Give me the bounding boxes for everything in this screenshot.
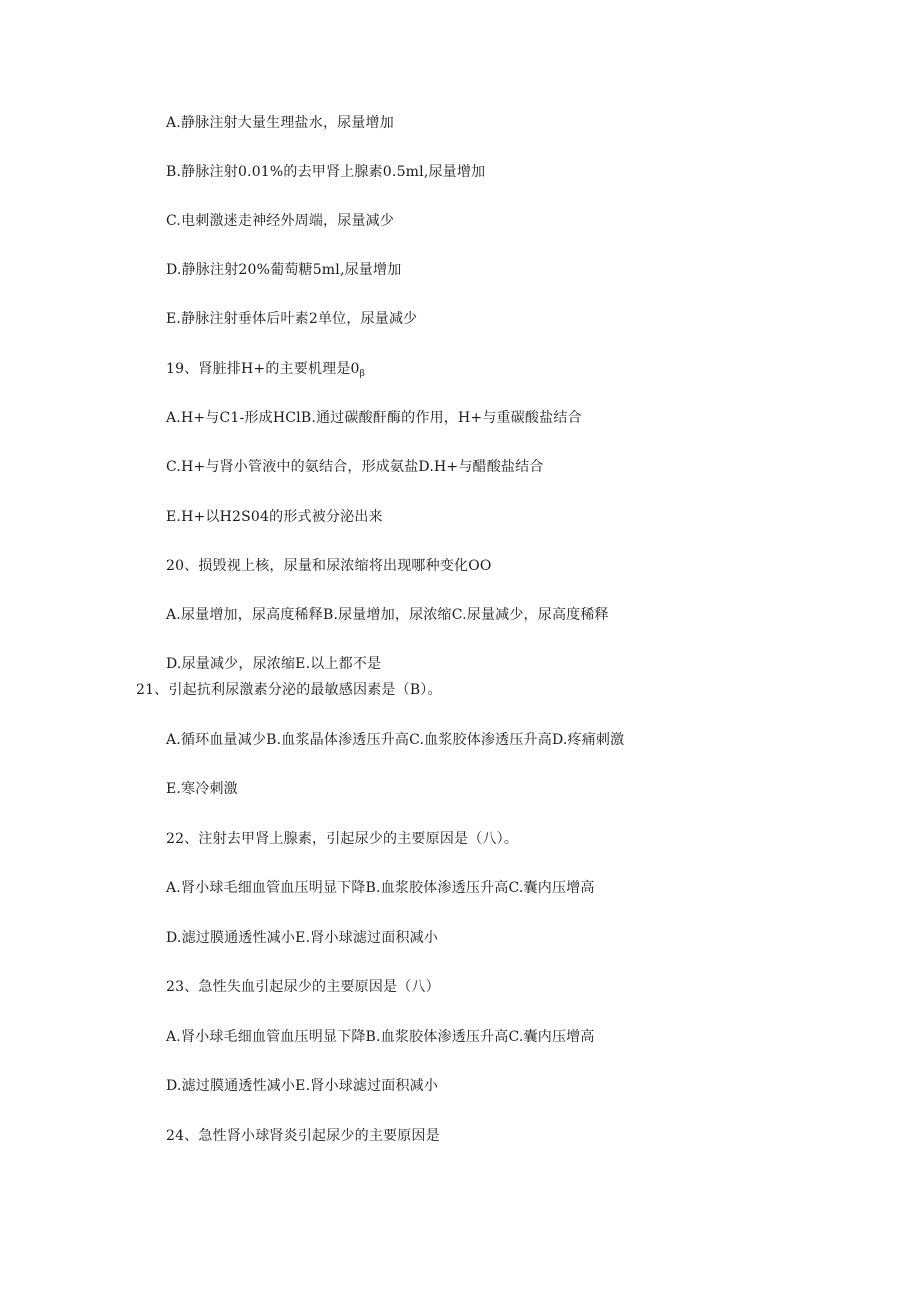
question-22: 22、注射去甲肾上腺素，引起尿少的主要原因是（八）。 bbox=[166, 831, 519, 847]
question-text: 19、肾脏排H+的主要机理是0 bbox=[166, 361, 360, 377]
option-text: A.肾小球毛细血管血压明显下降B.血浆胶体渗透压升高C.囊内压增高 bbox=[166, 1029, 595, 1045]
question-19 bbox=[166, 360, 365, 383]
option-text: D.滤过膜通透性减小E.肾小球滤过面积减小 bbox=[166, 1078, 439, 1094]
option-text: E.H+以H2S04的形式被分泌出来 bbox=[166, 509, 383, 525]
option-text: D.静脉注射20%葡萄糖5ml,尿量增加 bbox=[166, 262, 402, 278]
question-20: 20、损毁视上核，尿量和尿浓缩将出现哪种变化OO bbox=[166, 558, 492, 574]
question-23: 23、急性失血引起尿少的主要原因是（八） bbox=[166, 979, 440, 995]
option-text: D.滤过膜通透性减小E.肾小球滤过面积减小 bbox=[166, 930, 439, 946]
option-text: E.静脉注射垂体后叶素2单位，尿量减少 bbox=[166, 311, 418, 327]
option-text: E.寒冷刺激 bbox=[166, 781, 238, 797]
option-text: B.静脉注射0.01%的去甲肾上腺素0.5ml,尿量增加 bbox=[166, 164, 486, 180]
option-text: C.电刺激迷走神经外周端，尿量减少 bbox=[166, 213, 395, 229]
question-21: 21、引起抗利尿激素分泌的最敏感因素是（B）。 bbox=[136, 682, 442, 698]
option-text: C.H+与肾小管液中的氨结合，形成氨盐D.H+与醋酸盐结合 bbox=[166, 459, 544, 475]
question-suffix: β bbox=[359, 369, 366, 379]
option-text: A.循环血量减少B.血浆晶体渗透压升高C.血浆胶体渗透压升高D.疼痛刺激 bbox=[166, 732, 625, 748]
option-text: A.尿量增加，尿高度稀释B.尿量增加，尿浓缩C.尿量减少，尿高度稀释 bbox=[166, 607, 609, 623]
question-24: 24、急性肾小球肾炎引起尿少的主要原因是 bbox=[166, 1128, 440, 1144]
option-text: D.尿量减少，尿浓缩E.以上都不是 bbox=[166, 656, 382, 672]
option-text: A.肾小球毛细血管血压明显下降B.血浆胶体渗透压升高C.囊内压增高 bbox=[166, 880, 595, 896]
option-text: A.H+与C1-形成HClB.通过碳酸酐酶的作用，H+与重碳酸盐结合 bbox=[166, 410, 582, 426]
option-text: A.静脉注射大量生理盐水，尿量增加 bbox=[166, 115, 394, 131]
